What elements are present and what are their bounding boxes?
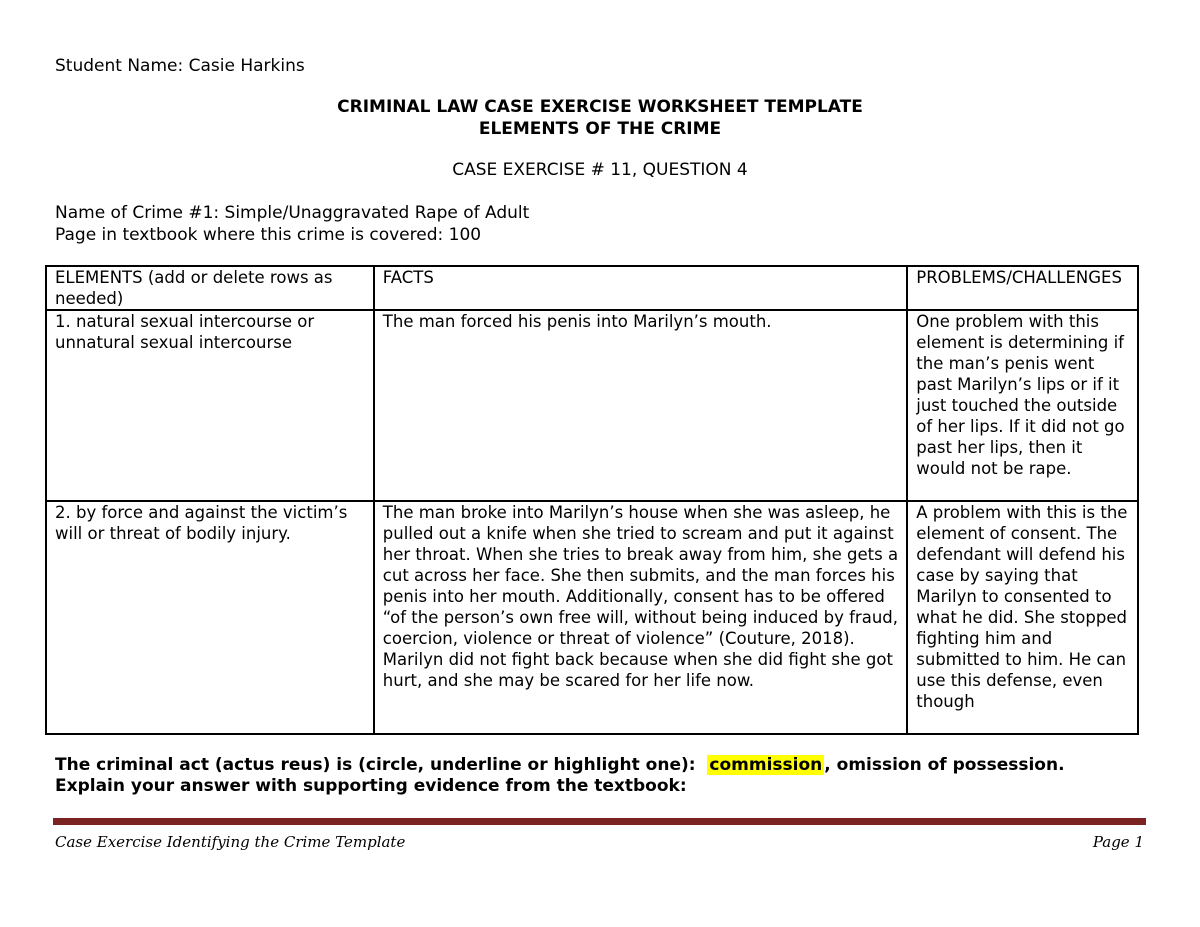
table-row bbox=[46, 310, 1138, 501]
explain-prompt: Explain your answer with supporting evidence from the textbook: bbox=[55, 776, 687, 796]
actus-reus-prefix: The criminal act (actus reus) is (circle, underline or highlight one): bbox=[55, 755, 708, 775]
header-facts: FACTS bbox=[374, 266, 907, 310]
case-exercise-heading: CASE EXERCISE # 11, QUESTION 4 bbox=[452, 160, 748, 180]
worksheet-title: CRIMINAL LAW CASE EXERCISE WORKSHEET TEMPLATE bbox=[337, 97, 863, 117]
crime-info bbox=[55, 202, 529, 246]
student-name: Student Name: Casie Harkins bbox=[55, 56, 305, 76]
actus-reus-question bbox=[55, 755, 1165, 797]
element-cell: 2. by force and against the victim’s will or threat of bodily injury. bbox=[46, 501, 374, 734]
worksheet-subtitle: ELEMENTS OF THE CRIME bbox=[478, 119, 722, 139]
footer-left: Case Exercise Identifying the Crime Template bbox=[55, 833, 406, 851]
problems-cell: One problem with this element is determining if the man’s penis went past Marilyn’s lips or if it just touched the outside of her lips. If it did not go past her lips, then it would not be rape. bbox=[907, 310, 1138, 501]
header-elements: ELEMENTS (add or delete rows as needed) bbox=[46, 266, 374, 310]
header-problems: PROBLEMS/CHALLENGES bbox=[907, 266, 1138, 310]
textbook-page: Page in textbook where this crime is covered: 100 bbox=[55, 225, 482, 245]
footer-page-number: Page 1 bbox=[1092, 833, 1144, 851]
facts-cell: The man broke into Marilyn’s house when she was asleep, he pulled out a knife when she tried to scream and put it against her throat. When she tries to break away from him, she gets a cut across her face. She then submits, and the man forces his penis into her mouth. Additionally, consent has to be offered “of the person’s own free will, without being induced by fraud, coercion, violence or threat of violence” (Couture, 2018). Marilyn did not fight back because when she did fight she got hurt, and she may be scared for her life now. bbox=[374, 501, 907, 734]
problems-cell: A problem with this is the element of consent. The defendant will defend his case by saying that Marilyn to consented to what he did. She stopped fighting him and submitted to him. He can use this defense, even though bbox=[907, 501, 1138, 734]
element-cell: 1. natural sexual intercourse or unnatural sexual intercourse bbox=[46, 310, 374, 501]
actus-reus-suffix: , omission of possession. bbox=[824, 755, 1065, 775]
elements-table bbox=[45, 265, 1139, 735]
table-header-row bbox=[46, 266, 1138, 310]
footer-rule bbox=[53, 818, 1146, 825]
highlighted-answer: commission bbox=[709, 755, 823, 775]
crime-name: Name of Crime #1: Simple/Unaggravated Rape of Adult bbox=[55, 203, 530, 223]
table-row bbox=[46, 501, 1138, 734]
actus-reus-line bbox=[55, 755, 1165, 776]
facts-cell: The man forced his penis into Marilyn’s mouth. bbox=[374, 310, 907, 501]
